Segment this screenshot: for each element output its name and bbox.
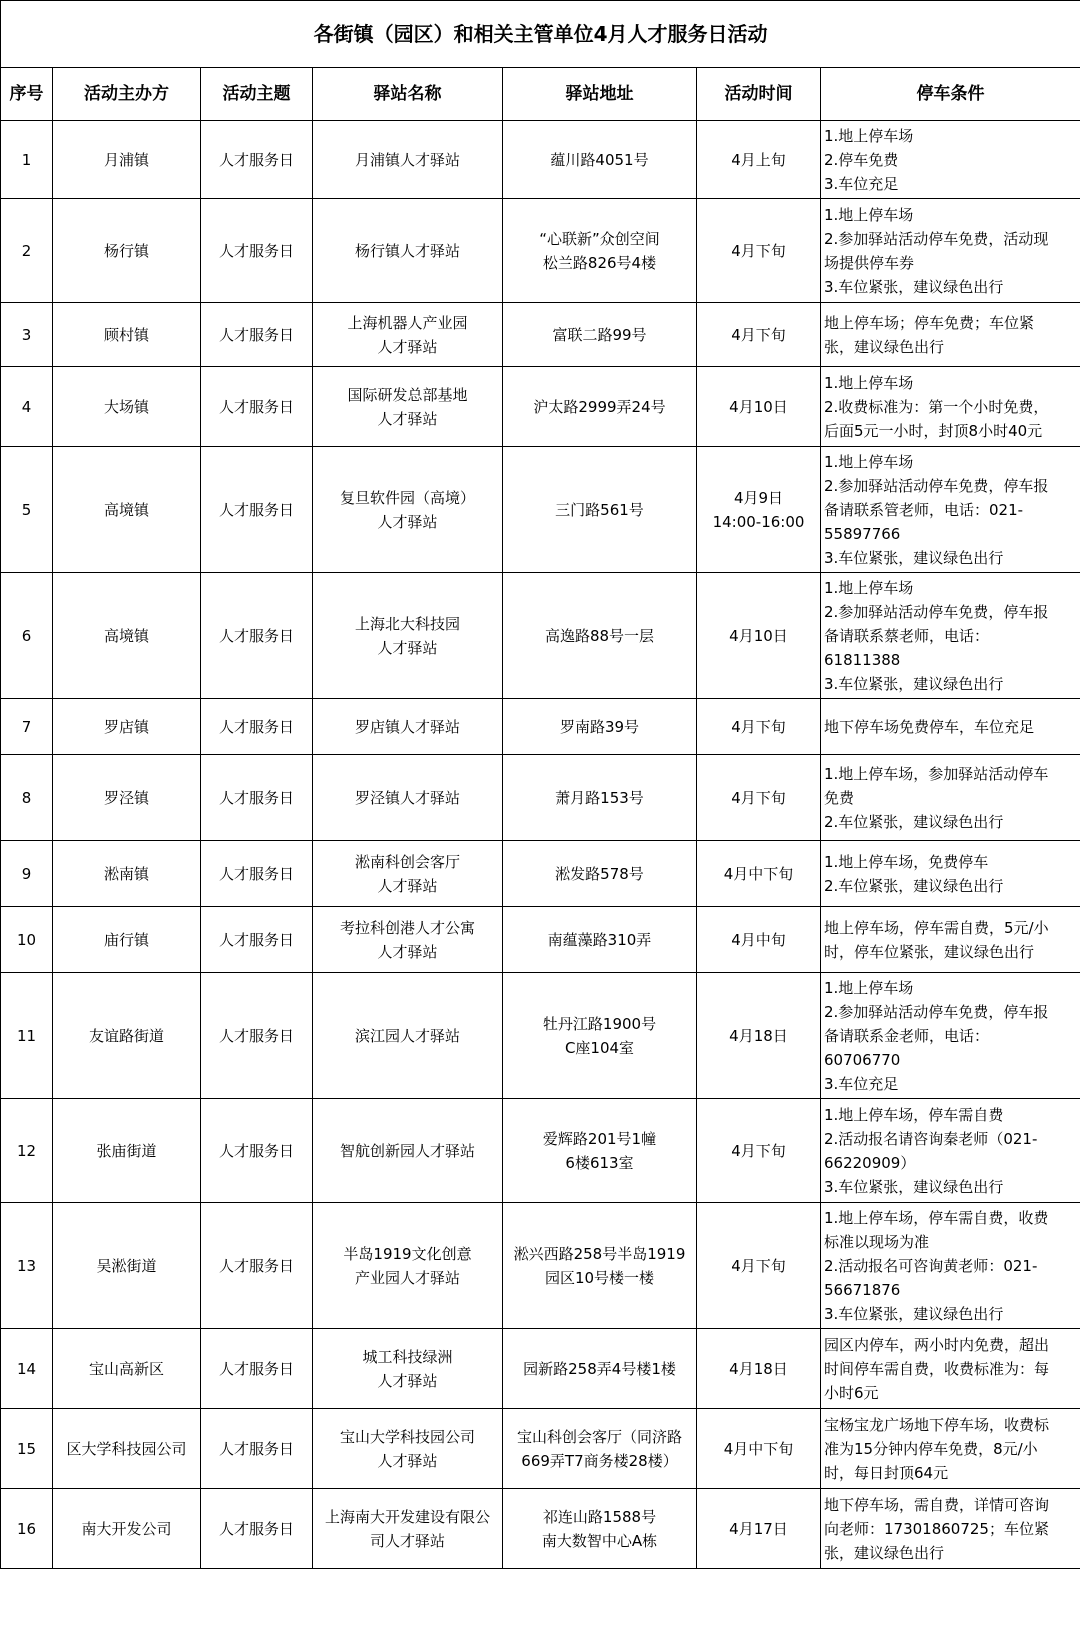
table-row bbox=[1, 367, 1080, 447]
cell-address bbox=[503, 907, 697, 973]
cell-parking-line: 1.地上停车场，停车需自费 bbox=[824, 1105, 1004, 1124]
cell-theme: 人才服务日 bbox=[201, 1489, 313, 1569]
cell-theme: 人才服务日 bbox=[201, 199, 313, 303]
cell-address-line: 淞兴西路258号半岛1919 bbox=[513, 1244, 686, 1263]
cell-address-line: 萧月路153号 bbox=[555, 788, 644, 807]
cell-no: 14 bbox=[1, 1329, 53, 1409]
cell-time-line: 4月下旬 bbox=[731, 1141, 786, 1160]
header-no: 序号 bbox=[1, 68, 53, 121]
cell-station-line: 人才驿站 bbox=[377, 1371, 438, 1390]
cell-station bbox=[313, 1203, 503, 1329]
cell-time bbox=[697, 1489, 821, 1569]
cell-address-line: 南蕴藻路310弄 bbox=[547, 930, 652, 949]
cell-host: 庙行镇 bbox=[53, 907, 201, 973]
cell-station-line: 人才驿站 bbox=[377, 512, 438, 531]
cell-station-line: 国际研发总部基地 bbox=[347, 385, 468, 404]
cell-parking-line: 1.地上停车场 bbox=[824, 978, 914, 997]
cell-address bbox=[503, 755, 697, 841]
cell-address-line: 沪太路2999弄24号 bbox=[533, 397, 666, 416]
cell-time bbox=[697, 755, 821, 841]
cell-no: 7 bbox=[1, 699, 53, 755]
cell-host: 区大学科技园公司 bbox=[53, 1409, 201, 1489]
cell-parking-line: 1.地上停车场 bbox=[824, 373, 914, 392]
cell-time-line: 4月下旬 bbox=[731, 717, 786, 736]
cell-station-line: 司人才驿站 bbox=[369, 1531, 445, 1550]
cell-address-line: 三门路561号 bbox=[555, 500, 644, 519]
cell-parking-line: 2.参加驿站活动停车免费，停车报 bbox=[824, 1002, 1049, 1021]
cell-parking-line: 1.地上停车场 bbox=[824, 205, 914, 224]
cell-time bbox=[697, 1203, 821, 1329]
cell-address bbox=[503, 573, 697, 699]
cell-parking-line: 2.参加驿站活动停车免费，停车报 bbox=[824, 602, 1049, 621]
cell-time bbox=[697, 973, 821, 1099]
cell-address-line: 祁连山路1588号 bbox=[542, 1507, 657, 1526]
cell-parking-line: 备请联系管老师，电话：021- bbox=[824, 500, 1024, 519]
cell-parking-line: 地下停车场，需自费，详情可咨询 bbox=[824, 1495, 1050, 1514]
cell-station-line: 智航创新园人才驿站 bbox=[339, 1141, 475, 1160]
cell-parking-line: 准为15分钟内停车免费，8元/小 bbox=[824, 1439, 1038, 1458]
cell-address bbox=[503, 1329, 697, 1409]
cell-theme: 人才服务日 bbox=[201, 121, 313, 199]
cell-no: 2 bbox=[1, 199, 53, 303]
cell-no: 6 bbox=[1, 573, 53, 699]
cell-station-line: 罗泾镇人才驿站 bbox=[354, 788, 460, 807]
cell-parking-line: 场提供停车券 bbox=[824, 253, 915, 272]
cell-station bbox=[313, 303, 503, 367]
cell-host: 友谊路街道 bbox=[53, 973, 201, 1099]
cell-parking-line: 3.车位紧张，建议绿色出行 bbox=[824, 277, 1004, 296]
cell-parking-line: 备请联系金老师，电话： bbox=[824, 1026, 990, 1045]
cell-parking-line: 1.地上停车场 bbox=[824, 126, 914, 145]
table-row bbox=[1, 973, 1080, 1099]
cell-no: 15 bbox=[1, 1409, 53, 1489]
cell-parking-line: 地上停车场；停车免费；车位紧 bbox=[824, 313, 1035, 332]
cell-address bbox=[503, 303, 697, 367]
cell-station bbox=[313, 755, 503, 841]
table-row bbox=[1, 447, 1080, 573]
cell-time bbox=[697, 1329, 821, 1409]
cell-parking-line: 3.车位紧张，建议绿色出行 bbox=[824, 1304, 1004, 1323]
cell-theme: 人才服务日 bbox=[201, 973, 313, 1099]
cell-host: 罗泾镇 bbox=[53, 755, 201, 841]
cell-station-line: 人才驿站 bbox=[377, 876, 438, 895]
cell-parking-line: 2.参加驿站活动停车免费，活动现 bbox=[824, 229, 1049, 248]
table-row bbox=[1, 699, 1080, 755]
cell-parking-line: 小时6元 bbox=[824, 1383, 879, 1402]
cell-address bbox=[503, 121, 697, 199]
cell-parking bbox=[821, 303, 1080, 367]
cell-parking bbox=[821, 199, 1080, 303]
cell-station-line: 考拉科创港人才公寓 bbox=[339, 918, 475, 937]
cell-time-line: 4月中下旬 bbox=[723, 864, 794, 883]
cell-station-line: 人才驿站 bbox=[377, 337, 438, 356]
cell-parking-line: 1.地上停车场，参加驿站活动停车 bbox=[824, 764, 1049, 783]
header-station: 驿站名称 bbox=[313, 68, 503, 121]
cell-address bbox=[503, 699, 697, 755]
cell-time bbox=[697, 699, 821, 755]
cell-station-line: 人才驿站 bbox=[377, 409, 438, 428]
cell-station-line: 罗店镇人才驿站 bbox=[354, 717, 460, 736]
cell-parking-line: 2.活动报名请咨询秦老师（021- bbox=[824, 1129, 1038, 1148]
cell-time bbox=[697, 907, 821, 973]
cell-theme: 人才服务日 bbox=[201, 1203, 313, 1329]
cell-parking bbox=[821, 1329, 1080, 1409]
cell-time bbox=[697, 841, 821, 907]
cell-no: 10 bbox=[1, 907, 53, 973]
cell-parking-line: 张，建议绿色出行 bbox=[824, 1543, 945, 1562]
cell-time-line: 4月下旬 bbox=[731, 788, 786, 807]
table-row bbox=[1, 1203, 1080, 1329]
cell-time bbox=[697, 573, 821, 699]
cell-theme: 人才服务日 bbox=[201, 1329, 313, 1409]
cell-address-line: “心联新”众创空间 bbox=[539, 229, 660, 248]
table-row bbox=[1, 1409, 1080, 1489]
table-body bbox=[1, 121, 1080, 1569]
cell-address-line: 园区10号楼一楼 bbox=[544, 1268, 655, 1287]
cell-time bbox=[697, 367, 821, 447]
cell-parking-line: 3.车位紧张，建议绿色出行 bbox=[824, 674, 1004, 693]
cell-theme: 人才服务日 bbox=[201, 699, 313, 755]
cell-no: 5 bbox=[1, 447, 53, 573]
cell-parking-line: 时间停车需自费，收费标准为：每 bbox=[824, 1359, 1050, 1378]
cell-parking-line: 2.活动报名可咨询黄老师：021- bbox=[824, 1256, 1038, 1275]
cell-parking-line: 1.地上停车场，停车需自费，收费 bbox=[824, 1208, 1049, 1227]
cell-time-line: 4月中下旬 bbox=[723, 1439, 794, 1458]
cell-time-line: 4月10日 bbox=[729, 626, 788, 645]
cell-time bbox=[697, 447, 821, 573]
cell-parking-line: 60706770 bbox=[824, 1050, 901, 1069]
cell-parking-line: 55897766 bbox=[824, 524, 901, 543]
header-parking: 停车条件 bbox=[821, 68, 1080, 121]
cell-address bbox=[503, 1099, 697, 1203]
cell-no: 11 bbox=[1, 973, 53, 1099]
cell-no: 9 bbox=[1, 841, 53, 907]
cell-no: 12 bbox=[1, 1099, 53, 1203]
cell-no: 3 bbox=[1, 303, 53, 367]
cell-parking-line: 2.停车免费 bbox=[824, 150, 899, 169]
cell-station bbox=[313, 1099, 503, 1203]
cell-time-line: 4月下旬 bbox=[731, 241, 786, 260]
cell-address bbox=[503, 447, 697, 573]
table-row bbox=[1, 199, 1080, 303]
cell-parking-line: 地上停车场，停车需自费，5元/小 bbox=[824, 918, 1049, 937]
cell-host: 宝山高新区 bbox=[53, 1329, 201, 1409]
cell-no: 4 bbox=[1, 367, 53, 447]
header-row bbox=[1, 68, 1080, 121]
cell-station-line: 城工科技绿洲 bbox=[362, 1347, 453, 1366]
cell-host: 吴淞街道 bbox=[53, 1203, 201, 1329]
cell-parking-line: 园区内停车，两小时内免费，超出 bbox=[824, 1335, 1050, 1354]
cell-address bbox=[503, 973, 697, 1099]
cell-station bbox=[313, 121, 503, 199]
cell-parking-line: 时，停车位紧张，建议绿色出行 bbox=[824, 942, 1035, 961]
cell-address-line: 淞发路578号 bbox=[555, 864, 644, 883]
cell-time bbox=[697, 303, 821, 367]
cell-parking-line: 时，每日封顶64元 bbox=[824, 1463, 949, 1482]
table-row bbox=[1, 1489, 1080, 1569]
cell-parking bbox=[821, 1099, 1080, 1203]
cell-parking-line: 向老师：17301860725；车位紧 bbox=[824, 1519, 1049, 1538]
cell-parking-line: 地下停车场免费停车，车位充足 bbox=[824, 717, 1035, 736]
cell-station-line: 滨江园人才驿站 bbox=[354, 1026, 460, 1045]
cell-parking-line: 2.车位紧张，建议绿色出行 bbox=[824, 876, 1004, 895]
cell-time bbox=[697, 1099, 821, 1203]
cell-parking-line: 3.车位紧张，建议绿色出行 bbox=[824, 1177, 1004, 1196]
cell-address-line: 6楼613室 bbox=[565, 1153, 634, 1172]
cell-address-line: 蕴川路4051号 bbox=[550, 150, 649, 169]
cell-theme: 人才服务日 bbox=[201, 303, 313, 367]
cell-parking-line: 标准以现场为准 bbox=[824, 1232, 930, 1251]
cell-station-line: 上海机器人产业园 bbox=[347, 313, 468, 332]
cell-parking-line: 61811388 bbox=[824, 650, 901, 669]
cell-parking-line: 1.地上停车场 bbox=[824, 452, 914, 471]
cell-address bbox=[503, 1409, 697, 1489]
cell-address-line: 罗南路39号 bbox=[559, 717, 640, 736]
cell-parking bbox=[821, 573, 1080, 699]
cell-parking-line: 宝杨宝龙广场地下停车场，收费标 bbox=[824, 1415, 1050, 1434]
cell-parking-line: 2.参加驿站活动停车免费，停车报 bbox=[824, 476, 1049, 495]
cell-station bbox=[313, 1409, 503, 1489]
cell-host: 淞南镇 bbox=[53, 841, 201, 907]
cell-time-line: 4月18日 bbox=[729, 1359, 788, 1378]
cell-time-line: 4月17日 bbox=[729, 1519, 788, 1538]
cell-station-line: 月浦镇人才驿站 bbox=[354, 150, 460, 169]
cell-address-line: 园新路258弄4号楼1楼 bbox=[523, 1359, 676, 1378]
cell-parking-line: 1.地上停车场，免费停车 bbox=[824, 852, 989, 871]
cell-station bbox=[313, 199, 503, 303]
cell-address-line: 高逸路88号一层 bbox=[544, 626, 655, 645]
header-time: 活动时间 bbox=[697, 68, 821, 121]
cell-address-line: 富联二路99号 bbox=[552, 325, 647, 344]
cell-station-line: 人才驿站 bbox=[377, 1451, 438, 1470]
cell-theme: 人才服务日 bbox=[201, 367, 313, 447]
cell-host: 杨行镇 bbox=[53, 199, 201, 303]
cell-station-line: 上海北大科技园 bbox=[354, 614, 460, 633]
cell-parking-line: 张，建议绿色出行 bbox=[824, 337, 945, 356]
cell-station-line: 半岛1919文化创意 bbox=[343, 1244, 472, 1263]
cell-address bbox=[503, 1203, 697, 1329]
cell-station-line: 杨行镇人才驿站 bbox=[354, 241, 460, 260]
table-row bbox=[1, 121, 1080, 199]
cell-theme: 人才服务日 bbox=[201, 447, 313, 573]
cell-station-line: 产业园人才驿站 bbox=[354, 1268, 460, 1287]
cell-parking-line: 3.车位紧张，建议绿色出行 bbox=[824, 548, 1004, 567]
cell-host: 高境镇 bbox=[53, 573, 201, 699]
cell-time-line: 4月中旬 bbox=[731, 930, 786, 949]
cell-time bbox=[697, 121, 821, 199]
cell-address bbox=[503, 367, 697, 447]
cell-station bbox=[313, 841, 503, 907]
cell-time bbox=[697, 199, 821, 303]
cell-theme: 人才服务日 bbox=[201, 755, 313, 841]
table-row bbox=[1, 303, 1080, 367]
table-row bbox=[1, 755, 1080, 841]
cell-host: 罗店镇 bbox=[53, 699, 201, 755]
cell-station bbox=[313, 699, 503, 755]
cell-parking bbox=[821, 973, 1080, 1099]
cell-time-line: 4月下旬 bbox=[731, 325, 786, 344]
cell-time-line: 4月上旬 bbox=[731, 150, 786, 169]
cell-parking-line: 56671876 bbox=[824, 1280, 901, 1299]
cell-parking bbox=[821, 1409, 1080, 1489]
cell-address bbox=[503, 199, 697, 303]
cell-station-line: 复旦软件园（高境） bbox=[339, 488, 475, 507]
cell-no: 8 bbox=[1, 755, 53, 841]
table-row bbox=[1, 1329, 1080, 1409]
header-host: 活动主办方 bbox=[53, 68, 201, 121]
cell-parking-line: 后面5元一小时，封顶8小时40元 bbox=[824, 421, 1043, 440]
cell-station bbox=[313, 447, 503, 573]
cell-parking-line: 1.地上停车场 bbox=[824, 578, 914, 597]
cell-parking-line: 3.车位充足 bbox=[824, 174, 899, 193]
table-row bbox=[1, 841, 1080, 907]
header-address: 驿站地址 bbox=[503, 68, 697, 121]
cell-time-line: 4月10日 bbox=[729, 397, 788, 416]
cell-station bbox=[313, 1489, 503, 1569]
cell-no: 1 bbox=[1, 121, 53, 199]
cell-parking-line: 2.车位紧张，建议绿色出行 bbox=[824, 812, 1004, 831]
table-row bbox=[1, 1099, 1080, 1203]
cell-station-line: 上海南大开发建设有限公 bbox=[324, 1507, 490, 1526]
cell-parking bbox=[821, 907, 1080, 973]
cell-parking-line: 3.车位充足 bbox=[824, 1074, 899, 1093]
cell-time-line: 4月下旬 bbox=[731, 1256, 786, 1275]
cell-host: 高境镇 bbox=[53, 447, 201, 573]
cell-time-line: 14:00-16:00 bbox=[712, 512, 805, 531]
cell-parking bbox=[821, 1203, 1080, 1329]
cell-theme: 人才服务日 bbox=[201, 1099, 313, 1203]
cell-parking bbox=[821, 447, 1080, 573]
cell-station-line: 淞南科创会客厅 bbox=[354, 852, 460, 871]
cell-time bbox=[697, 1409, 821, 1489]
cell-theme: 人才服务日 bbox=[201, 907, 313, 973]
cell-address-line: 宝山科创会客厅（同济路 bbox=[516, 1427, 682, 1446]
cell-address-line: 南大数智中心A栋 bbox=[541, 1531, 658, 1550]
cell-station-line: 人才驿站 bbox=[377, 638, 438, 657]
cell-parking bbox=[821, 755, 1080, 841]
cell-parking-line: 免费 bbox=[824, 788, 855, 807]
cell-parking-line: 2.收费标准为：第一个小时免费， bbox=[824, 397, 1049, 416]
cell-no: 16 bbox=[1, 1489, 53, 1569]
cell-time-line: 4月18日 bbox=[729, 1026, 788, 1045]
table-row bbox=[1, 907, 1080, 973]
cell-station bbox=[313, 907, 503, 973]
cell-no: 13 bbox=[1, 1203, 53, 1329]
cell-host: 月浦镇 bbox=[53, 121, 201, 199]
cell-address bbox=[503, 1489, 697, 1569]
cell-parking bbox=[821, 367, 1080, 447]
cell-parking bbox=[821, 699, 1080, 755]
cell-parking bbox=[821, 841, 1080, 907]
cell-station-line: 宝山大学科技园公司 bbox=[339, 1427, 475, 1446]
cell-address-line: 牡丹江路1900号 bbox=[542, 1014, 657, 1033]
cell-host: 张庙街道 bbox=[53, 1099, 201, 1203]
cell-theme: 人才服务日 bbox=[201, 1409, 313, 1489]
cell-parking-line: 备请联系蔡老师，电话： bbox=[824, 626, 990, 645]
cell-theme: 人才服务日 bbox=[201, 573, 313, 699]
cell-address-line: 松兰路826号4楼 bbox=[542, 253, 657, 272]
cell-address-line: 爱辉路201号1幢 bbox=[542, 1129, 657, 1148]
table-row bbox=[1, 573, 1080, 699]
cell-theme: 人才服务日 bbox=[201, 841, 313, 907]
cell-address bbox=[503, 841, 697, 907]
cell-station bbox=[313, 973, 503, 1099]
cell-address-line: C座104室 bbox=[564, 1038, 635, 1057]
cell-host: 南大开发公司 bbox=[53, 1489, 201, 1569]
cell-station bbox=[313, 367, 503, 447]
cell-parking bbox=[821, 1489, 1080, 1569]
cell-station bbox=[313, 1329, 503, 1409]
cell-station bbox=[313, 573, 503, 699]
table-title: 各街镇（园区）和相关主管单位4月人才服务日活动 bbox=[1, 1, 1080, 68]
cell-parking bbox=[821, 121, 1080, 199]
cell-host: 顾村镇 bbox=[53, 303, 201, 367]
cell-time-line: 4月9日 bbox=[733, 488, 784, 507]
cell-parking-line: 66220909） bbox=[824, 1153, 916, 1172]
cell-address-line: 669弄T7商务楼28楼） bbox=[521, 1451, 678, 1470]
header-theme: 活动主题 bbox=[201, 68, 313, 121]
cell-station-line: 人才驿站 bbox=[377, 942, 438, 961]
cell-host: 大场镇 bbox=[53, 367, 201, 447]
